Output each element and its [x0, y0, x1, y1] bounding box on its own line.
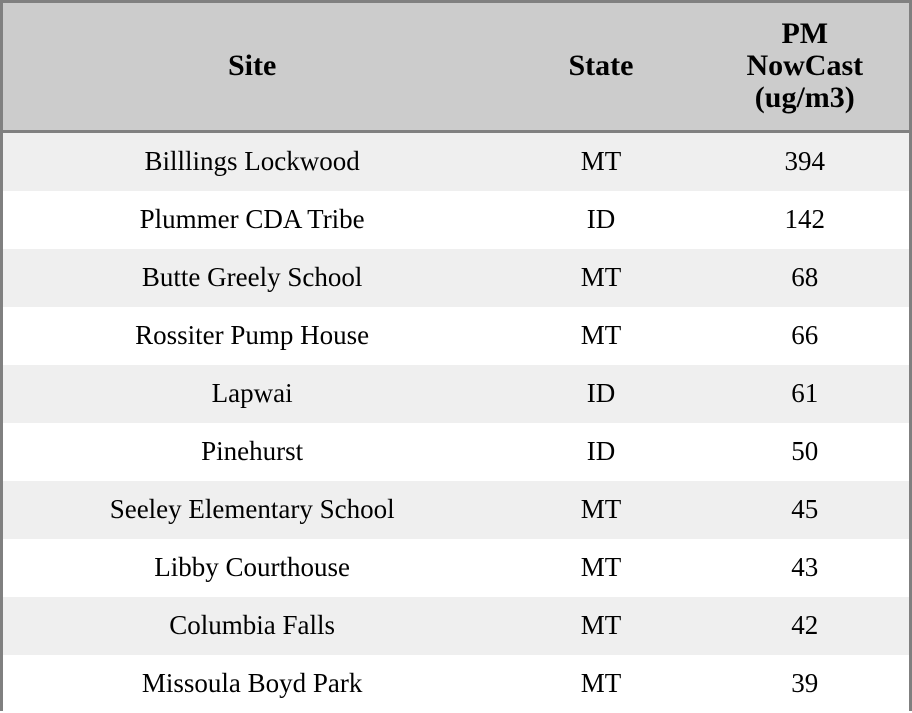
- cell-state: [501, 423, 700, 481]
- site-name: Plummer CDA Tribe: [139, 204, 365, 234]
- pm-nowcast-value: 394: [784, 146, 826, 176]
- column-header-pm-nowcast-line-3: (ug/m3): [754, 81, 855, 115]
- column-header-state: [501, 3, 700, 131]
- cell-state: [501, 655, 700, 713]
- site-name: Libby Courthouse: [154, 552, 351, 582]
- table-header: [3, 3, 909, 131]
- pm-nowcast-value: 142: [784, 204, 826, 234]
- cell-pm-nowcast: [701, 307, 909, 365]
- pm-nowcast-value: 39: [791, 668, 819, 698]
- cell-state: [501, 191, 700, 249]
- pm-nowcast-value: 66: [791, 320, 819, 350]
- cell-site: [3, 655, 501, 713]
- column-header-site: [3, 3, 501, 131]
- cell-pm-nowcast: [701, 539, 909, 597]
- cell-pm-nowcast: [701, 597, 909, 655]
- cell-state: [501, 597, 700, 655]
- site-name: Columbia Falls: [169, 610, 336, 640]
- cell-state: [501, 131, 700, 191]
- state-code: MT: [580, 262, 622, 292]
- air-quality-table: [3, 3, 909, 713]
- site-name: Seeley Elementary School: [109, 494, 395, 524]
- site-name: Pinehurst: [201, 436, 304, 466]
- table-row: [3, 539, 909, 597]
- column-header-site-line-1: Site: [227, 49, 277, 83]
- table-row: [3, 597, 909, 655]
- site-name: Rossiter Pump House: [135, 320, 370, 350]
- cell-site: [3, 481, 501, 539]
- cell-site: [3, 539, 501, 597]
- cell-state: [501, 365, 700, 423]
- table-row: [3, 365, 909, 423]
- table-header-row: [3, 3, 909, 131]
- cell-pm-nowcast: [701, 423, 909, 481]
- cell-pm-nowcast: [701, 365, 909, 423]
- state-code: MT: [580, 494, 622, 524]
- cell-pm-nowcast: [701, 131, 909, 191]
- cell-pm-nowcast: [701, 655, 909, 713]
- site-name: Missoula Boyd Park: [141, 668, 363, 698]
- table-row: [3, 307, 909, 365]
- state-code: ID: [586, 378, 616, 408]
- state-code: MT: [580, 668, 622, 698]
- cell-pm-nowcast: [701, 249, 909, 307]
- table-row: [3, 655, 909, 713]
- column-header-pm-nowcast-line-1: PM: [781, 16, 829, 50]
- pm-nowcast-value: 45: [791, 494, 819, 524]
- pm-nowcast-value: 50: [791, 436, 819, 466]
- state-code: MT: [580, 610, 622, 640]
- column-header-pm-nowcast: [701, 3, 909, 131]
- table-row: [3, 191, 909, 249]
- column-header-state-line-1: State: [568, 49, 634, 83]
- cell-state: [501, 481, 700, 539]
- site-name: Lapwai: [211, 378, 293, 408]
- table-row: [3, 481, 909, 539]
- cell-state: [501, 539, 700, 597]
- state-code: MT: [580, 320, 622, 350]
- cell-state: [501, 249, 700, 307]
- cell-site: [3, 597, 501, 655]
- cell-state: [501, 307, 700, 365]
- state-code: MT: [580, 146, 622, 176]
- pm-nowcast-value: 43: [791, 552, 819, 582]
- pm-nowcast-value: 68: [791, 262, 819, 292]
- cell-site: [3, 423, 501, 481]
- table-body: [3, 131, 909, 713]
- cell-site: [3, 307, 501, 365]
- cell-site: [3, 191, 501, 249]
- state-code: ID: [586, 436, 616, 466]
- cell-pm-nowcast: [701, 481, 909, 539]
- column-header-pm-nowcast-line-2: NowCast: [746, 49, 864, 83]
- site-name: Butte Greely School: [141, 262, 363, 292]
- pm-nowcast-value: 42: [791, 610, 819, 640]
- cell-pm-nowcast: [701, 191, 909, 249]
- table-row: [3, 423, 909, 481]
- site-name: Billlings Lockwood: [144, 146, 360, 176]
- state-code: ID: [586, 204, 616, 234]
- pm-nowcast-value: 61: [791, 378, 819, 408]
- cell-site: [3, 249, 501, 307]
- table-row: [3, 131, 909, 191]
- cell-site: [3, 131, 501, 191]
- state-code: MT: [580, 552, 622, 582]
- table-row: [3, 249, 909, 307]
- cell-site: [3, 365, 501, 423]
